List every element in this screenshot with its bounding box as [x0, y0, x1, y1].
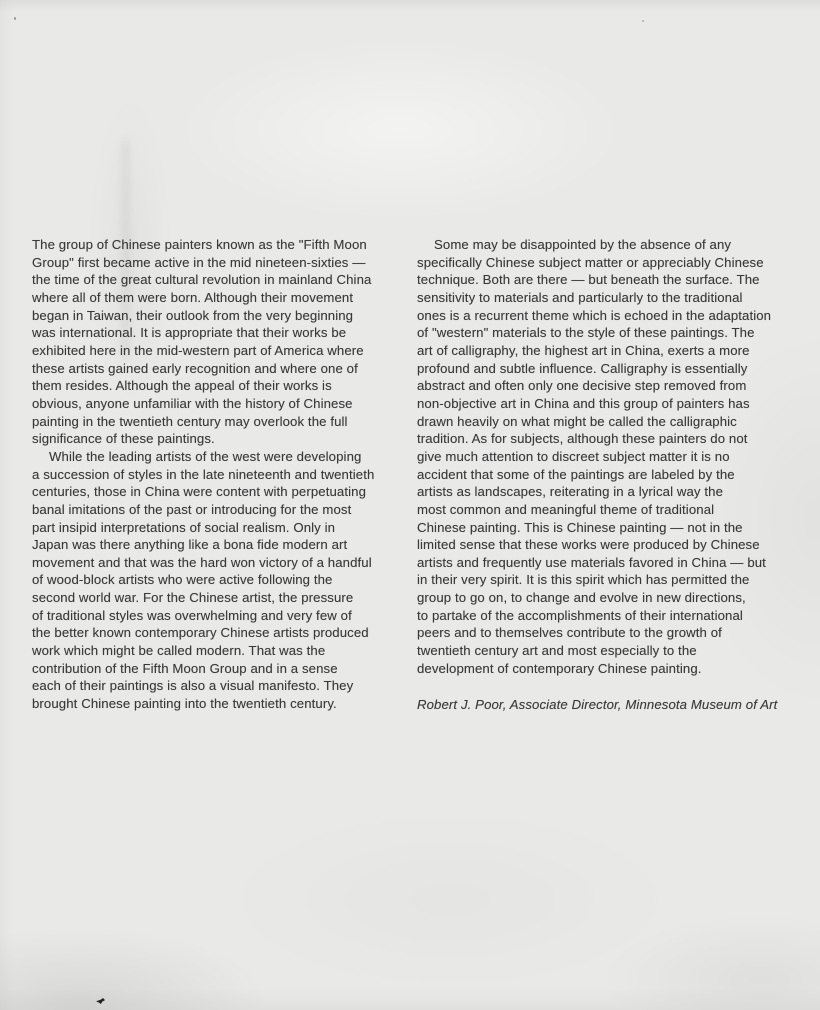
paper-speck: [14, 17, 16, 20]
paper-speck: [642, 20, 644, 22]
ink-mark: [96, 998, 105, 1004]
right-column: [417, 236, 817, 714]
author-byline: Robert J. Poor, Associate Director, Minnesota Museum of Art: [417, 697, 778, 713]
left-column: [32, 236, 424, 713]
paragraph-chinese-spirit: Some may be disappointed by the absence of any specifically Chinese subject matter or appreciably Chinese technique. Both are there — but beneath the surface. The sensitivity to materials and particularly to the traditional ones is a recurrent theme which is echoed in the adaptation of "western" materials to the style of these paintings. The art of calligraphy, the highest art in China, exerts a more profound and subtle influence. Calligraphy is essentially abstract and often only one decisive step removed from non-objective art in China and this group of painters has drawn heavily on what might be called the calligraphic tradition. As for subjects, although these painters do not give much attention to discreet subject matter it is no accident that some of the paintings are labeled by the artists as landscapes, reiterating in a lyrical way the most common and meaningful theme of traditional Chinese painting. This is Chinese painting — not in the limited sense that these works were produced by Chinese artists and frequently use materials favored in China — but in their very spirit. It is this spirit which has permitted the group to go on, to change and evolve in new directions, to partake of the accomplishments of their international peers and to themselves contribute to the growth of twentieth century art and most especially to the development of contemporary Chinese painting.: [417, 237, 772, 676]
paragraph-western-context: While the leading artists of the west were developing a succession of styles in the late nineteenth and twentieth centuries, those in China were content with perpetuating banal imitations of the past or introducing for the most part insipid interpretations of social realism. Only in Japan was there anything like a bona fide modern art movement and that was the hard won victory of a handful of wood-block artists who were active following the second world war. For the Chinese artist, the pressure of traditional styles was overwhelming and very few of the better known contemporary Chinese artists produced work which might be called modern. That was the contribution of the Fifth Moon Group and in a sense each of their paintings is also a visual manifesto. They brought Chinese painting into the twentieth century.: [32, 448, 375, 712]
paragraph-intro: The group of Chinese painters known as the "Fifth Moon Group" first became active in the mid nineteen-sixties — the time of the great cultural revolution in mainland China where all of them were born. Although their movement began in Taiwan, their outlook from the very beginning was international. It is appropriate that their works be exhibited here in the mid-western part of America where these artists gained early recognition and where one of them resides. Although the appeal of their works is obvious, anyone unfamiliar with the history of Chinese painting in the twentieth century may overlook the full significance of these paintings.: [32, 237, 372, 447]
